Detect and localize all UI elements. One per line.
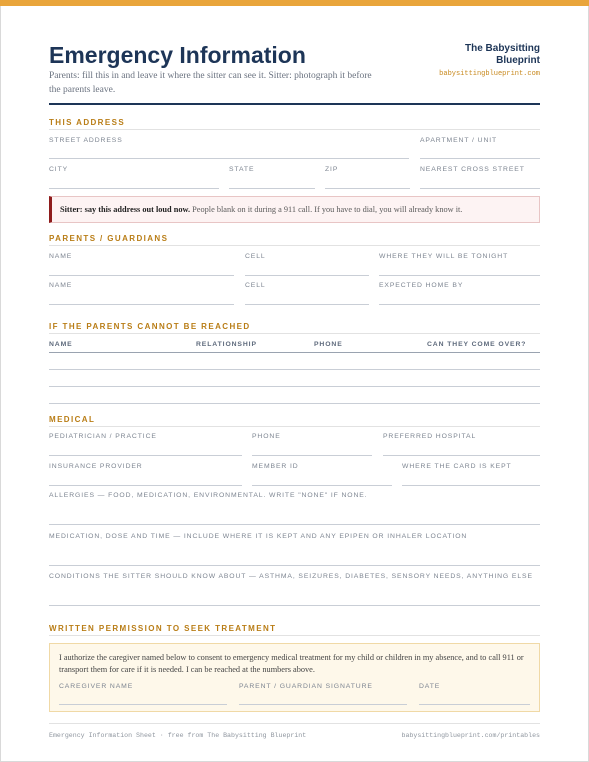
member-id-field[interactable] — [252, 485, 392, 486]
caregiver-name-label: CAREGIVER NAME — [59, 683, 134, 690]
hospital-field[interactable] — [383, 455, 540, 456]
page-title: Emergency Information — [49, 42, 306, 68]
cross-street-field[interactable] — [420, 188, 540, 189]
insurance-label: INSURANCE PROVIDER — [49, 463, 143, 470]
section-divider — [49, 333, 540, 334]
member-id-label: MEMBER ID — [252, 463, 299, 470]
section-divider — [49, 635, 540, 636]
brand-name: The Babysitting Blueprint — [464, 43, 540, 66]
backup-column-name: NAME — [49, 341, 73, 348]
city-field[interactable] — [49, 188, 219, 189]
state-label: STATE — [229, 166, 255, 173]
intro-text: Parents: fill this in and leave it where the sitter can see it. Sitter: photograph it before the parents leave. — [49, 71, 372, 95]
where-tonight-label: WHERE THEY WILL BE TONIGHT — [379, 253, 509, 260]
backup-table-header-rule — [49, 352, 540, 353]
section-title-parents: PARENTS / GUARDIANS — [49, 234, 169, 243]
parent-name-2-field[interactable] — [49, 304, 234, 305]
section-divider — [49, 245, 540, 246]
footer-divider — [49, 723, 540, 724]
state-field[interactable] — [229, 188, 315, 189]
section-divider — [49, 129, 540, 130]
card-location-field[interactable] — [402, 485, 540, 486]
section-divider — [49, 426, 540, 427]
where-tonight-field[interactable] — [379, 275, 540, 276]
apartment-field[interactable] — [420, 158, 540, 159]
parent-name-2-label: NAME — [49, 282, 73, 289]
signature-field[interactable] — [239, 704, 407, 705]
date-label: DATE — [419, 683, 441, 690]
card-location-label: WHERE THE CARD IS KEPT — [402, 463, 512, 470]
parent-cell-1-label: CELL — [245, 253, 266, 260]
expected-home-field[interactable] — [379, 304, 540, 305]
backup-row-2[interactable] — [49, 386, 540, 387]
consent-box — [49, 643, 540, 712]
header-divider — [49, 103, 540, 105]
conditions-field[interactable] — [49, 605, 540, 606]
backup-column-come-over: CAN THEY COME OVER? — [427, 341, 527, 348]
section-title-address: THIS ADDRESS — [49, 118, 126, 127]
zip-label: ZIP — [325, 166, 339, 173]
sitter-callout — [49, 196, 540, 223]
medication-field[interactable] — [49, 565, 540, 566]
parent-cell-1-field[interactable] — [245, 275, 369, 276]
conditions-label: CONDITIONS THE SITTER SHOULD KNOW ABOUT — ASTHMA, SEIZURES, DIABETES, SENSORY NEEDS, ANYTHING ELSE — [49, 573, 533, 580]
footer-left-text: Emergency Information Sheet · free from The Babysitting Blueprint — [49, 732, 307, 739]
parent-name-1-field[interactable] — [49, 275, 234, 276]
allergies-field[interactable] — [49, 524, 540, 525]
section-title-backup: IF THE PARENTS CANNOT BE REACHED — [49, 322, 251, 331]
allergies-label: ALLERGIES — FOOD, MEDICATION, ENVIRONMENTAL. WRITE "NONE" IF NONE. — [49, 492, 368, 499]
pediatrician-phone-field[interactable] — [252, 455, 372, 456]
pediatrician-field[interactable] — [49, 455, 242, 456]
parent-cell-2-field[interactable] — [245, 304, 369, 305]
parent-cell-2-label: CELL — [245, 282, 266, 289]
medication-label: MEDICATION, DOSE AND TIME — INCLUDE WHERE IT IS KEPT AND ANY EPIPEN OR INHALER LOCATION — [49, 533, 468, 540]
footer-link[interactable]: babysittingblueprint.com/printables — [401, 732, 540, 739]
pediatrician-label: PEDIATRICIAN / PRACTICE — [49, 433, 157, 440]
callout-text — [60, 205, 462, 214]
brand-url: babysittingblueprint.com — [439, 70, 540, 78]
callout-body: People blank on it during a 911 call. If you have to dial, you will already know it. — [192, 205, 463, 214]
street-address-label: STREET ADDRESS — [49, 137, 123, 144]
brand-block — [439, 43, 540, 78]
callout-strong: Sitter: say this address out loud now. — [60, 205, 191, 214]
hospital-label: PREFERRED HOSPITAL — [383, 433, 477, 440]
apartment-label: APARTMENT / UNIT — [420, 137, 498, 144]
street-address-field[interactable] — [49, 158, 409, 159]
backup-row-3[interactable] — [49, 403, 540, 404]
caregiver-name-field[interactable] — [59, 704, 227, 705]
section-title-medical: MEDICAL — [49, 415, 96, 424]
date-field[interactable] — [419, 704, 530, 705]
pediatrician-phone-label: PHONE — [252, 433, 281, 440]
expected-home-label: EXPECTED HOME BY — [379, 282, 464, 289]
parent-name-1-label: NAME — [49, 253, 73, 260]
backup-column-phone: PHONE — [314, 341, 343, 348]
backup-row-1[interactable] — [49, 369, 540, 370]
cross-street-label: NEAREST CROSS STREET — [420, 166, 525, 173]
city-label: CITY — [49, 166, 69, 173]
zip-field[interactable] — [325, 188, 410, 189]
insurance-field[interactable] — [49, 485, 242, 486]
section-title-permission: WRITTEN PERMISSION TO SEEK TREATMENT — [49, 624, 277, 633]
backup-column-relationship: RELATIONSHIP — [196, 341, 257, 348]
consent-text: I authorize the caregiver named below to consent to emergency medical treatment for my child or children in my absence, and to call 911 or transport them for care if it is needed. I can be reached at the numbers above. — [59, 653, 524, 674]
signature-label: PARENT / GUARDIAN SIGNATURE — [239, 683, 373, 690]
